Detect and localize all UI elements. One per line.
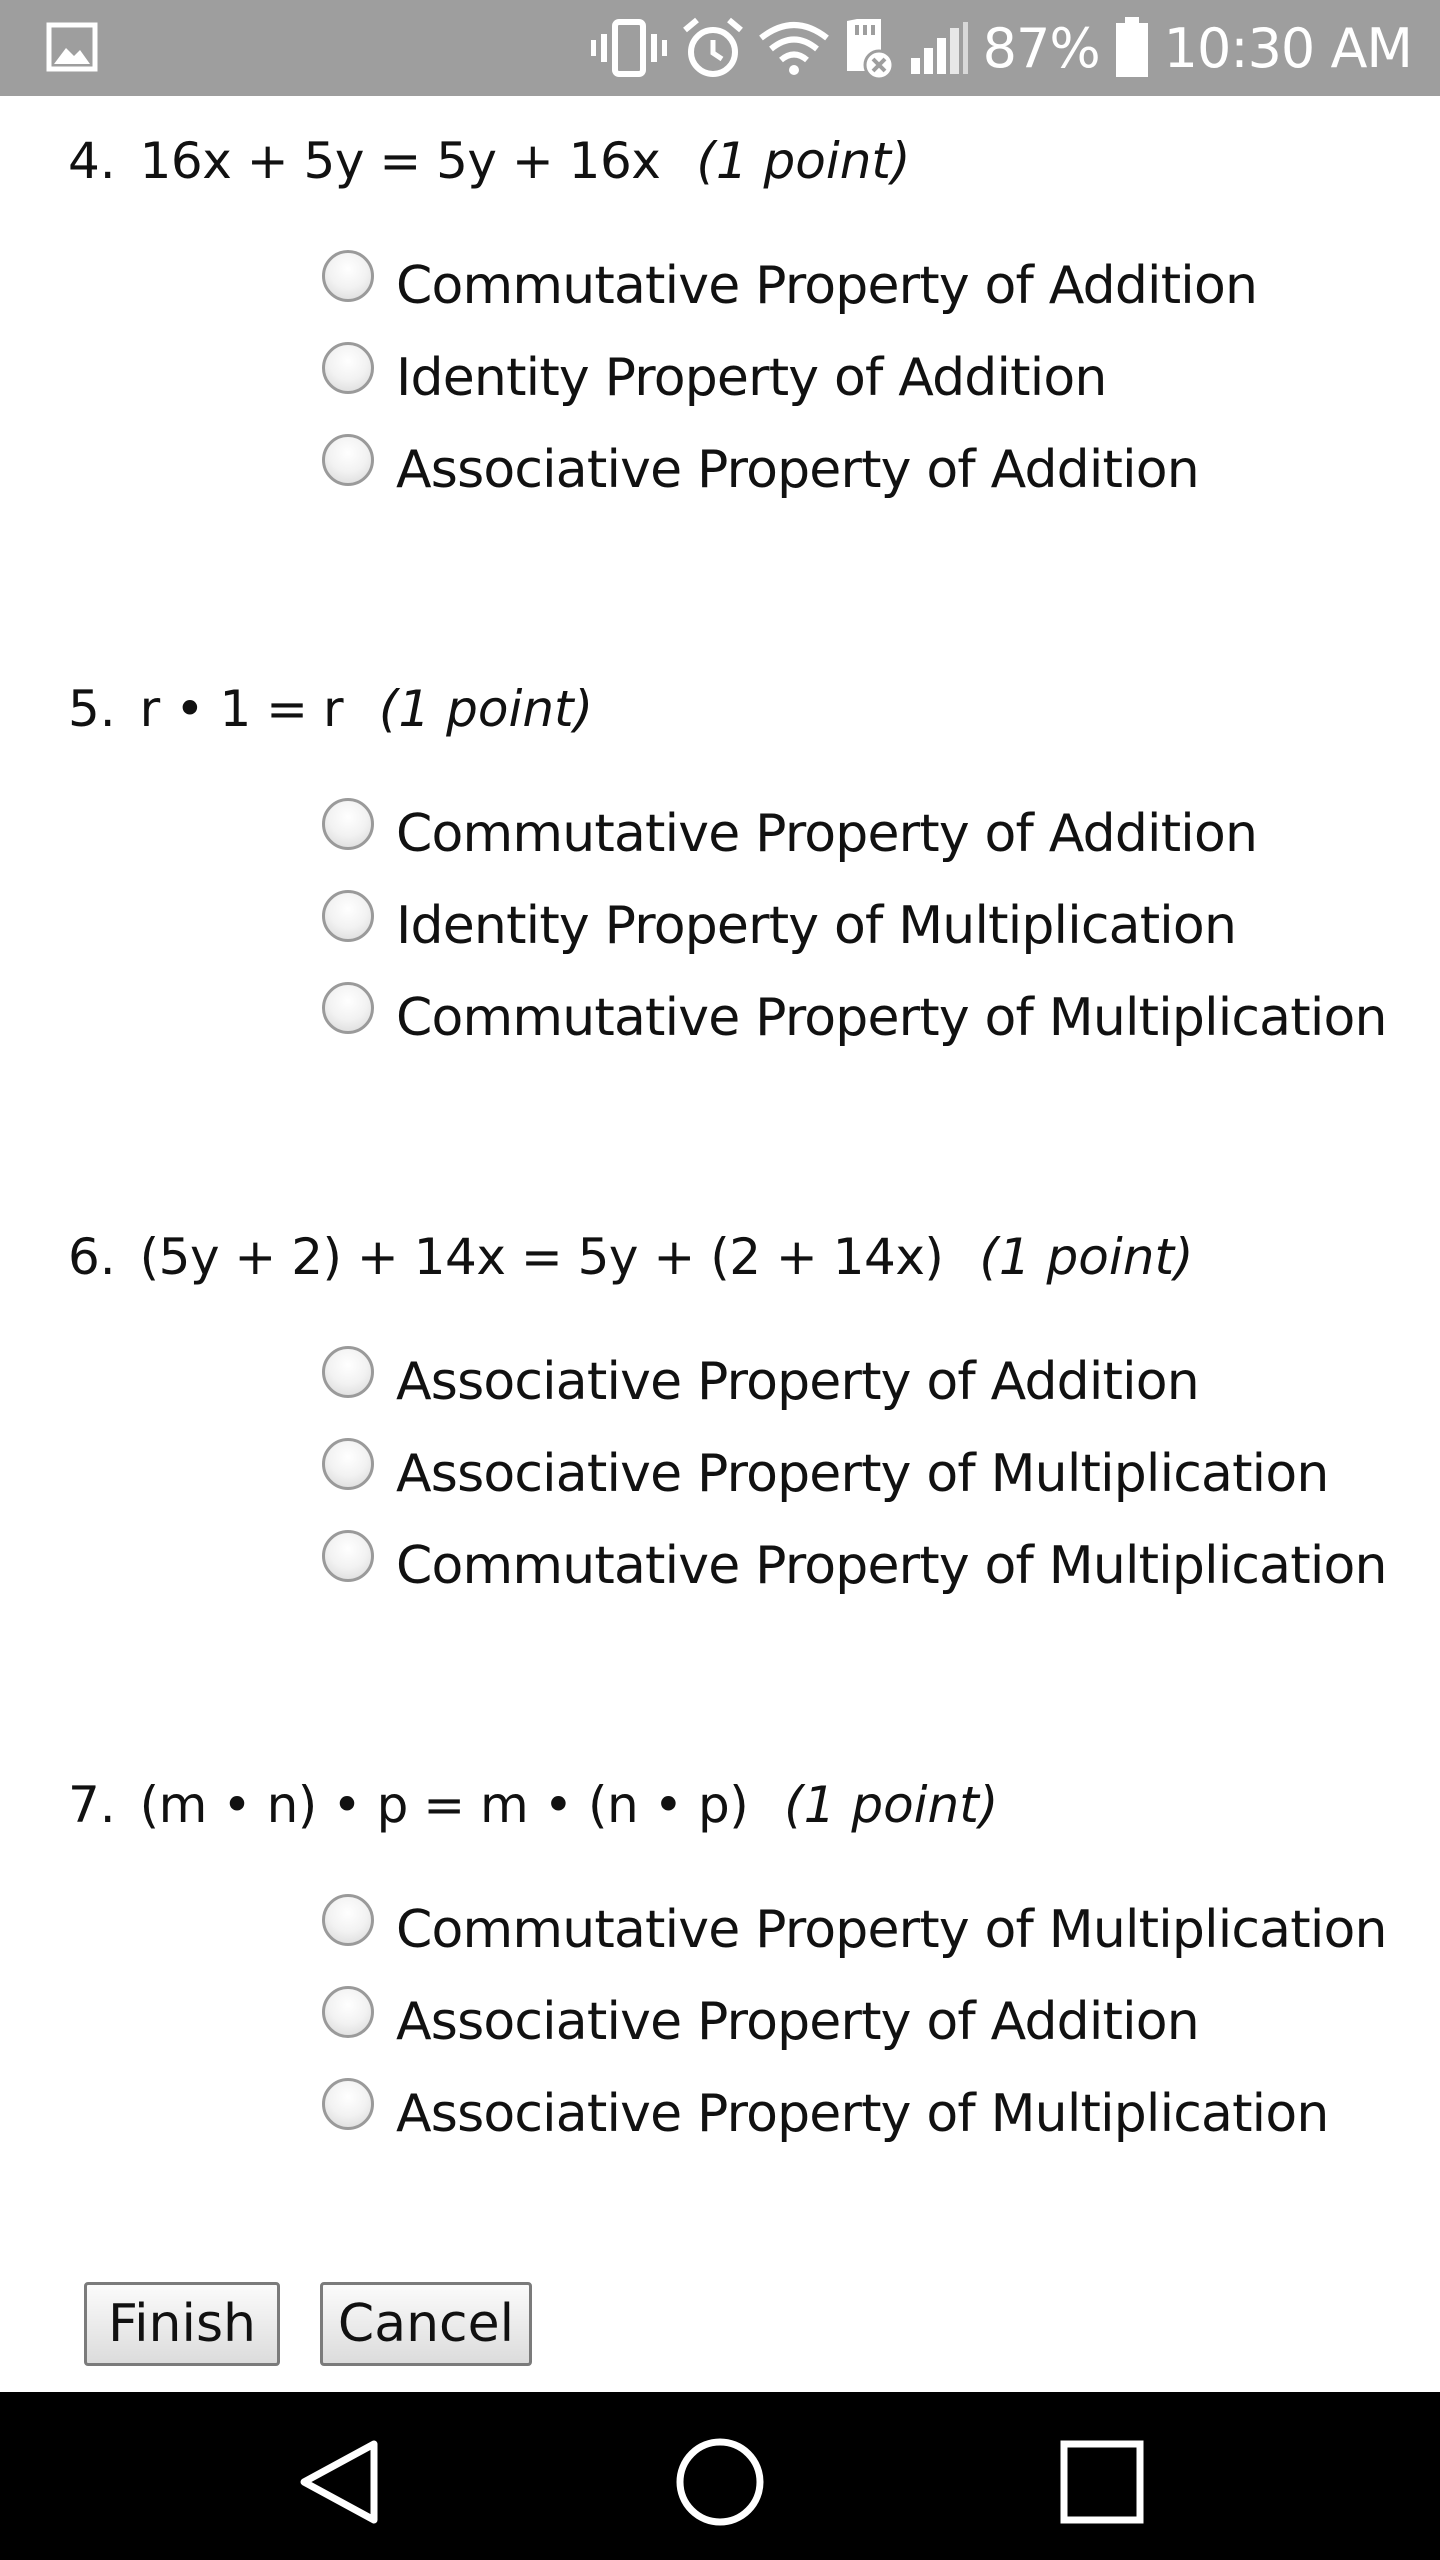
question-number: 6. <box>68 1228 116 1286</box>
radio-button[interactable] <box>322 250 374 302</box>
option-label[interactable]: Commutative Property of Multiplication <box>396 1900 1387 1960</box>
option-label[interactable]: Commutative Property of Addition <box>396 804 1258 864</box>
status-bar <box>0 0 1440 96</box>
battery-icon <box>1114 17 1150 79</box>
answer-option[interactable] <box>322 342 1422 412</box>
radio-button[interactable] <box>322 982 374 1034</box>
answer-option[interactable] <box>322 1530 1422 1600</box>
cancel-button[interactable]: Cancel <box>320 2282 532 2366</box>
question-equation: (m • n) • p = m • (n • p) <box>139 1776 749 1834</box>
wifi-icon <box>759 20 829 76</box>
option-label[interactable]: Commutative Property of Multiplication <box>396 1536 1387 1596</box>
back-icon[interactable] <box>290 2432 390 2532</box>
radio-button[interactable] <box>322 2078 374 2130</box>
answer-option[interactable] <box>322 798 1422 868</box>
answer-option[interactable] <box>322 1894 1422 1964</box>
home-icon[interactable] <box>670 2432 770 2532</box>
question-equation: (5y + 2) + 14x = 5y + (2 + 14x) <box>139 1228 944 1286</box>
sd-card-error-icon <box>843 15 895 81</box>
option-label[interactable]: Associative Property of Multiplication <box>396 1444 1329 1504</box>
question-text <box>68 680 593 738</box>
option-label[interactable]: Commutative Property of Multiplication <box>396 988 1387 1048</box>
navigation-bar <box>0 2392 1440 2560</box>
radio-button[interactable] <box>322 798 374 850</box>
question-text <box>68 1228 1194 1286</box>
question-points: (1 point) <box>696 132 911 190</box>
answer-option[interactable] <box>322 1346 1422 1416</box>
vibrate-icon <box>591 18 667 78</box>
question-text <box>68 1776 998 1834</box>
radio-button[interactable] <box>322 890 374 942</box>
question-points: (1 point) <box>784 1776 999 1834</box>
signal-icon <box>909 20 969 76</box>
radio-button[interactable] <box>322 342 374 394</box>
recents-icon[interactable] <box>1052 2432 1152 2532</box>
answer-option[interactable] <box>322 2078 1422 2148</box>
option-label[interactable]: Identity Property of Addition <box>396 348 1107 408</box>
radio-button[interactable] <box>322 434 374 486</box>
question-equation: r • 1 = r <box>139 680 344 738</box>
question-number: 4. <box>68 132 116 190</box>
answer-option[interactable] <box>322 1438 1422 1508</box>
option-label[interactable]: Associative Property of Addition <box>396 440 1199 500</box>
option-label[interactable]: Associative Property of Multiplication <box>396 2084 1329 2144</box>
alarm-icon <box>681 16 745 80</box>
question-text <box>68 132 911 190</box>
radio-button[interactable] <box>322 1894 374 1946</box>
clock-time: 10:30 AM <box>1163 16 1412 80</box>
answer-option[interactable] <box>322 434 1422 504</box>
quiz-content <box>0 96 1440 2392</box>
answer-option[interactable] <box>322 250 1422 320</box>
radio-button[interactable] <box>322 1438 374 1490</box>
battery-percent: 87% <box>982 16 1100 80</box>
gallery-image-icon <box>46 22 98 72</box>
question-points: (1 point) <box>979 1228 1194 1286</box>
answer-option[interactable] <box>322 982 1422 1052</box>
question-number: 7. <box>68 1776 116 1834</box>
radio-button[interactable] <box>322 1346 374 1398</box>
question-points: (1 point) <box>378 680 594 738</box>
answer-option[interactable] <box>322 1986 1422 2056</box>
option-label[interactable]: Associative Property of Addition <box>396 1352 1199 1412</box>
question-number: 5. <box>68 680 116 738</box>
option-label[interactable]: Commutative Property of Addition <box>396 256 1258 316</box>
finish-button[interactable]: Finish <box>84 2282 280 2366</box>
radio-button[interactable] <box>322 1530 374 1582</box>
question-equation: 16x + 5y = 5y + 16x <box>139 132 661 190</box>
answer-option[interactable] <box>322 890 1422 960</box>
option-label[interactable]: Associative Property of Addition <box>396 1992 1199 2052</box>
radio-button[interactable] <box>322 1986 374 2038</box>
option-label[interactable]: Identity Property of Multiplication <box>396 896 1237 956</box>
